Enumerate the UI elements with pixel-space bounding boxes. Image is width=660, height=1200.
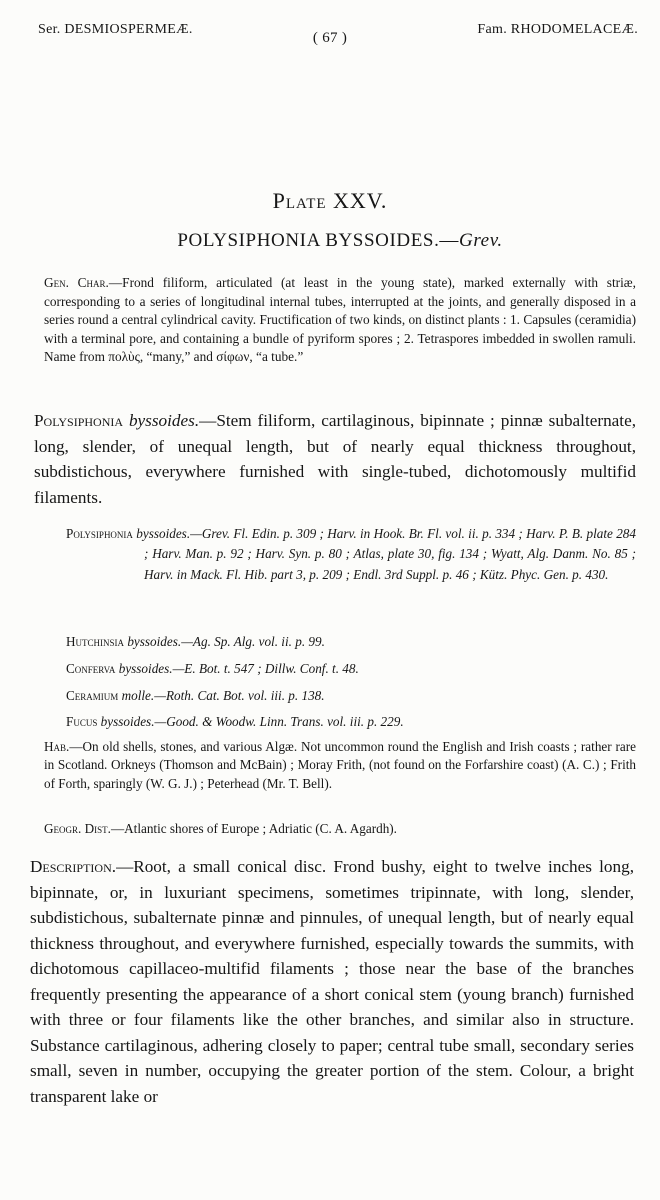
species-author: Grev.: [459, 230, 503, 251]
synonym-entry: [66, 659, 636, 679]
habitat-label: Hab.: [44, 739, 70, 754]
running-head-series: Ser. DESMIOSPERMEÆ.: [38, 22, 193, 37]
synonym-entry: [66, 632, 636, 652]
species-title: [0, 230, 660, 252]
gen-char-text: —Frond filiform, articulated (at least in the young state), marked externally with striæ, corresponding to a series of longitudinal internal tubes, interrupted at the joints, and generally disposed in a series round a central cylindrical cavity. Fructification of two kinds, on distinct plants : 1. Capsules (ceramidia) with a terminal pore, and containing a bundle of pyriform spores ; 2. Tetraspores imbedded in swollen ramuli. Name from πολὺς, “many,” and σίφων, “a tube.”: [44, 275, 636, 365]
synonym-entry: [66, 686, 636, 706]
synonym-genus: Fucus: [66, 714, 98, 729]
plate-title: Plate XXV.: [272, 188, 388, 213]
geographic-distribution: [44, 821, 397, 837]
running-head-family: Fam. RHODOMELACEÆ.: [477, 22, 638, 37]
synonym-epithet: byssoides.: [118, 661, 173, 676]
synonym-epithet: byssoides.: [127, 634, 182, 649]
gen-char-label: Gen. Char.: [44, 275, 109, 290]
description-text: —Root, a small conical disc. Frond bushy, eight to twelve inches long, bipinnate, or, in luxuriant specimens, sometimes tripinnate, with long, slender, subdistichous, subalternate pinnæ and pinnules, of unequal length, but of nearly equal thickness throughout, and everywhere furnished, especially towards the summits, with dichotomous capillaceo-multifid filaments ; those near the base of the branches frequently presenting the appearance of a short conical stem (young branch) furnished with three or four filaments like the other branches, and similar also in structure. Substance cartilaginous, adhering closely to paper; central tube small, secondary series small, seven in number, occupying the greater portion of the stem. Colour, a bright transparent lake or: [30, 857, 634, 1106]
species-char-epithet: byssoides.: [128, 411, 200, 430]
species-char-text: —Stem filiform, cartilaginous, bipinnate ; pinnæ subalternate, long, slender, of unequal length, but of nearly equal thickness throughout, subdistichous, everywhere furnished with single-tubed, dichotomously multifid filaments.: [34, 411, 636, 507]
synonym-refs: —Grev. Fl. Edin. p. 309 ; Harv. in Hook. Br. Fl. vol. ii. p. 334 ; Harv. P. B. plate 284 ; Harv. Man. p. 92 ; Harv. Syn. p. 80 ; Atlas, plate 30, fig. 134 ; Wyatt, Alg. Danm. No. 85 ; Harv. in Mack. Fl. Hib. part 3, p. 209 ; Endl. 3rd Suppl. p. 46 ; Kütz. Phyc. Gen. p. 430.: [144, 526, 636, 582]
species-name: POLYSIPHONIA BYSSOIDES.—: [177, 230, 460, 251]
page-number: ( 67 ): [312, 30, 348, 46]
synonym-entry: [66, 524, 636, 585]
geogr-text: —Atlantic shores of Europe ; Adriatic (C. A. Agardh).: [110, 821, 397, 836]
synonym-genus: Polysiphonia: [66, 526, 133, 541]
synonym-epithet: byssoides.: [100, 714, 155, 729]
synonym-epithet: byssoides.: [136, 526, 191, 541]
specific-character: [34, 408, 636, 510]
generic-character: [44, 274, 636, 367]
synonym-genus: Conferva: [66, 661, 116, 676]
synonym-entry: [66, 712, 636, 732]
description-label: Description.: [30, 857, 117, 876]
synonym-genus: Hutchinsia: [66, 634, 125, 649]
synonym-epithet: molle.: [121, 688, 155, 703]
synonym-refs: —Ag. Sp. Alg. vol. ii. p. 99.: [181, 634, 325, 649]
species-char-genus: Polysiphonia: [34, 411, 124, 430]
geogr-label: Geogr. Dist.: [44, 821, 111, 836]
synonym-genus: Ceramium: [66, 688, 119, 703]
synonym-refs: —E. Bot. t. 547 ; Dillw. Conf. t. 48.: [172, 661, 359, 676]
description: [30, 854, 634, 1109]
habitat-text: —On old shells, stones, and various Algæ. Not uncommon round the English and Irish coasts ; rather rare in Scotland. Orkneys (Thomson and McBain) ; Moray Frith, (not found on the Forfarshire coast) (A. C.) ; Frith of Forth, sparingly (W. G. J.) ; Peterhead (Mr. T. Bell).: [44, 739, 636, 791]
habitat: [44, 738, 636, 793]
synonym-refs: —Good. & Woodw. Linn. Trans. vol. iii. p. 229.: [154, 714, 404, 729]
synonym-refs: —Roth. Cat. Bot. vol. iii. p. 138.: [154, 688, 325, 703]
